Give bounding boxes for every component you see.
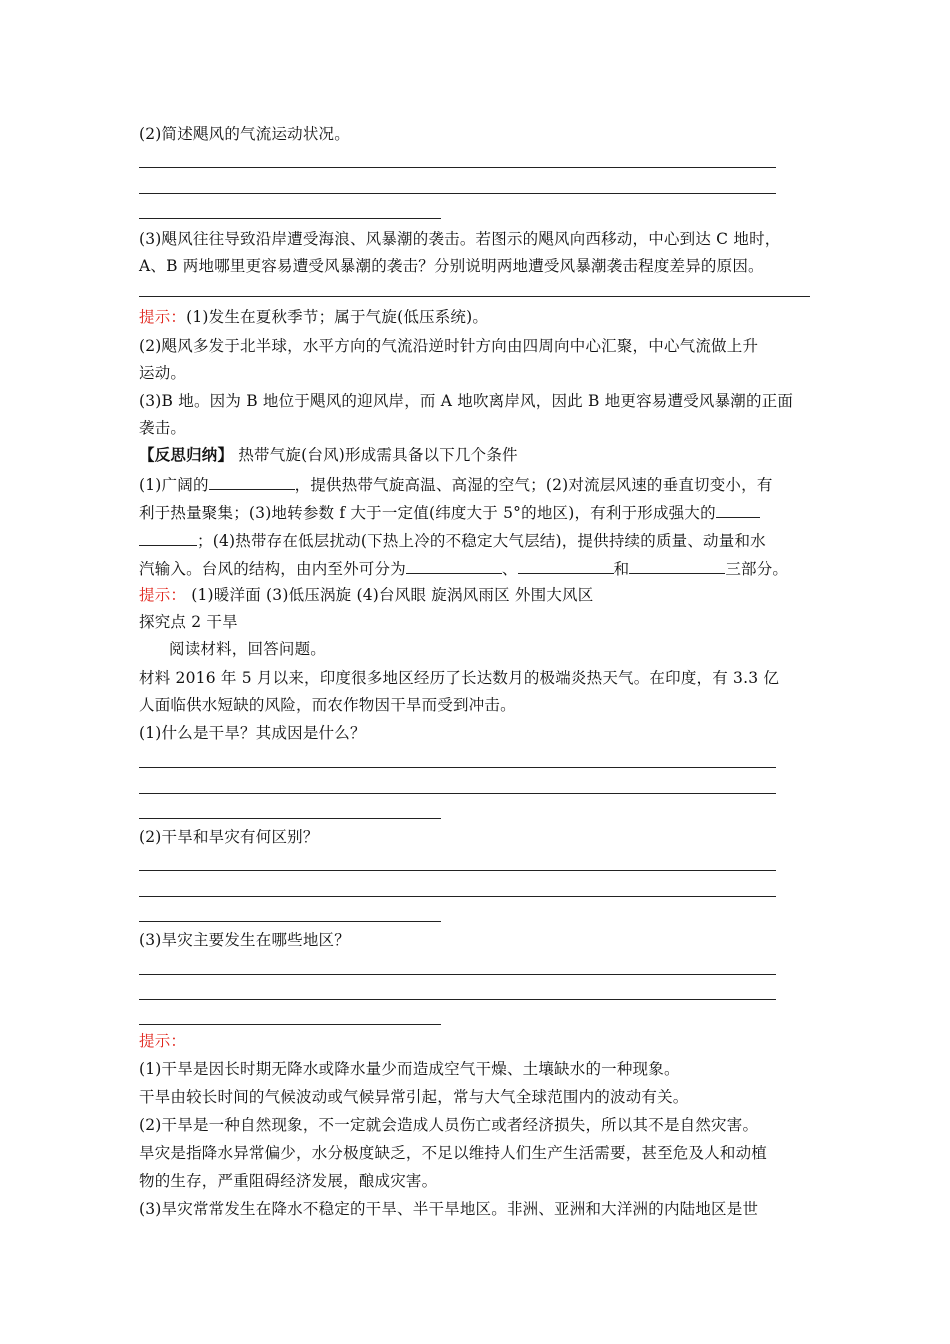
text: 三部分。: [725, 560, 789, 578]
blank: [406, 557, 502, 574]
blank: [518, 557, 614, 574]
hint-text: 旱灾是指降水异常偏少，水分极度缺乏，不足以维持人们生产生活需要，甚至危及人和动植: [139, 1144, 768, 1162]
reflection-heading: [139, 445, 518, 465]
text: 汽输入。台风的结构，由内至外可分为: [139, 560, 406, 578]
text: ；(4)热带存在低层扰动(下热上冷的不稳定大气层结)，提供持续的质量、动量和水: [197, 532, 766, 550]
answer-line: [139, 896, 776, 897]
material-line: 材料 2016 年 5 月以来，印度很多地区经历了长达数月的极端炎热天气。在印度，有 3.3 亿: [139, 669, 780, 687]
hint-text: 干旱由较长时间的气候波动或气候异常引起，常与大气全球范围内的波动有关。: [139, 1088, 689, 1106]
text: 、: [501, 560, 518, 578]
hint-text: (3)B 地。因为 B 地位于飓风的迎风岸，而 A 地吹离岸风，因此 B 地更容易遭受风暴潮的正面: [139, 392, 794, 410]
question-part-3-line2: A、B 两地哪里更容易遭受风暴潮的袭击？分别说明两地遭受风暴潮袭击程度差异的原因。: [139, 257, 764, 275]
answer-line: [139, 296, 810, 297]
answer-line: [139, 767, 776, 768]
hint-text: (1)干旱是因长时期无降水或降水量少而造成空气干燥、土壤缺水的一种现象。: [139, 1060, 680, 1078]
hint-text: (2)干旱是一种自然现象，不一定就会造成人员伤亡或者经济损失，所以其不是自然灾害。: [139, 1116, 759, 1134]
question-part-3: (3)旱灾主要发生在哪些地区？: [139, 931, 350, 949]
hint-block-1: [139, 307, 488, 327]
question-part-2: (2)干旱和旱灾有何区别？: [139, 828, 319, 846]
reflection-line: [139, 529, 766, 551]
answer-line: [139, 793, 776, 794]
question-part-1: (1)什么是干旱？其成因是什么？: [139, 724, 366, 742]
section-heading: 探究点 2 干旱: [139, 613, 238, 631]
hint-block-2: [139, 585, 593, 605]
hint-label: 提示：: [139, 308, 187, 326]
text: 利于热量聚集；(3)地转参数 f 大于一定值(纬度大于 5°的地区)，有利于形成强大的: [139, 504, 716, 522]
hint-text: 袭击。: [139, 419, 187, 437]
text: 和: [613, 560, 630, 578]
answer-line: [139, 167, 776, 168]
reflection-line: [139, 501, 760, 523]
hint-label: 提示：: [139, 586, 187, 604]
text: (1)广阔的: [139, 476, 209, 494]
reflection-line: [139, 557, 788, 579]
blank: [716, 501, 760, 518]
hint-label: 提示：: [139, 1032, 187, 1050]
reflection-bracket: 【反思归纳】: [139, 445, 234, 464]
hint-text: 运动。: [139, 364, 187, 382]
answer-line: [139, 974, 776, 975]
text: ，提供热带气旋高温、高湿的空气；(2)对流层风速的垂直切变小，有: [294, 476, 773, 494]
hint-text: (1)发生在夏秋季节；属于气旋(低压系统)。: [186, 308, 489, 326]
blank: [139, 529, 197, 546]
material-line: 人面临供水短缺的风险，而农作物因干旱而受到冲击。: [139, 696, 516, 714]
reflection-title: 热带气旋(台风)形成需具备以下几个条件: [233, 446, 518, 464]
answer-line: [139, 218, 441, 219]
blank: [629, 557, 725, 574]
answer-line: [139, 999, 776, 1000]
answer-line: [139, 193, 776, 194]
answer-line: [139, 1024, 441, 1025]
reflection-line: [139, 473, 773, 495]
blank: [209, 473, 295, 490]
hint-text: (3)旱灾常常发生在降水不稳定的干旱、半干旱地区。非洲、亚洲和大洋洲的内陆地区是世: [139, 1200, 759, 1218]
hint-text: (1)暖洋面 (3)低压涡旋 (4)台风眼 旋涡风雨区 外围大风区: [186, 586, 594, 604]
question-part-2: (2)简述飓风的气流运动状况。: [139, 125, 350, 143]
answer-line: [139, 921, 441, 922]
answer-line: [139, 818, 441, 819]
hint-text: (2)飓风多发于北半球，水平方向的气流沿逆时针方向由四周向中心汇聚，中心气流做上升: [139, 337, 759, 355]
answer-line: [139, 870, 776, 871]
question-part-3-line1: (3)飓风往往导致沿岸遭受海浪、风暴潮的袭击。若图示的飓风向西移动，中心到达 C 地时，: [139, 230, 781, 248]
hint-text: 物的生存，严重阻碍经济发展，酿成灾害。: [139, 1172, 438, 1190]
instruction: 阅读材料，回答问题。: [169, 640, 327, 658]
